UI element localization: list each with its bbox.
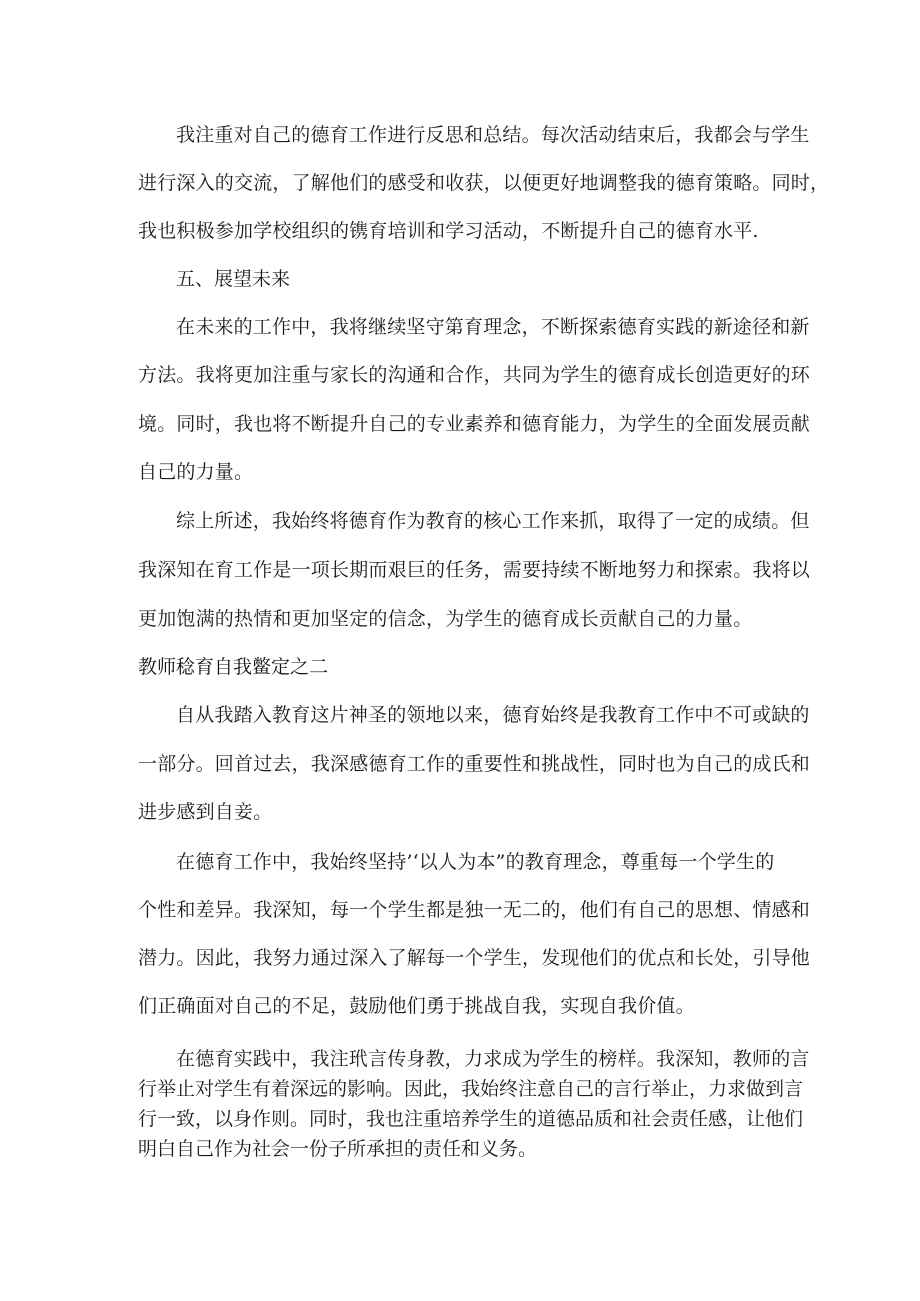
text-line: 进行深入的交流，了解他们的感受和收获，以便更好地调整我的德育策略。同时， xyxy=(138,172,830,194)
text-line: 个性和差异。我深知，每一个学生都是独一无二的，他们有自己的思想、情感和 xyxy=(138,899,811,921)
section-heading: 五、展望未来 xyxy=(176,268,291,290)
text-line: 在德育实践中，我注玳言传身教，力求成为学生的榜样。我深知，教师的言 xyxy=(176,1048,810,1070)
text-line: 明白自己作为社会一份子所承担的责任和义务。 xyxy=(138,1138,538,1160)
document-title: 教师稔育自我鳖定之二 xyxy=(138,656,329,678)
text-line: 我深知在育工作是一项长期而艰巨的任务，需要持续不断地努力和探索。我将以 xyxy=(138,559,811,581)
text-line: 行举止对学生有着深远的影响。因此，我始终注意自己的言行举止，力求做到言 xyxy=(138,1078,804,1100)
text-line: 一部分。回首过去，我深感德育工作的重要性和挑战性，同时也为自己的成氏和 xyxy=(138,753,811,775)
text-line: 在未来的工作中，我将继续坚守第育理念，不断探索德育实践的新途径和新 xyxy=(176,316,810,338)
text-line: 更加饱满的热情和更加坚定的信念，为学生的德育成长贡献自己的力量。 xyxy=(138,608,753,630)
text-line: 潜力。因此，我努力通过深入了解每一个学生，发现他们的优点和长处，引导他 xyxy=(138,947,811,969)
text-line: 进步感到自妾。 xyxy=(138,801,273,823)
text-line: 综上所述，我始终将德育作为教育的核心工作来抓，取得了一定的成绩。但 xyxy=(176,510,810,532)
text-line: 方法。我将更加注重与家长的沟通和合作，共同为学生的德育成长创造更好的环 xyxy=(138,364,811,386)
text-line: 行一致，以身作则。同时，我也注重培养学生的道德品质和社会责任感，让他们 xyxy=(138,1108,804,1130)
text-line: 自从我踏入教育这片神圣的领地以来，德育始终是我教育工作中不可或缺的 xyxy=(176,704,810,726)
text-line: 们正确面对自己的不足，鼓励他们勇于挑战自我，实现自我价值。 xyxy=(138,995,695,1017)
text-line: 自己的力量。 xyxy=(138,461,254,483)
text-line: 我注重对自己的德育工作进行反思和总结。每次活动结束后，我都会与学生 xyxy=(176,124,810,146)
text-line: 在德育工作中，我始终坚持’‘以人为本”的教育理念，尊重每一个学生的 xyxy=(176,851,775,873)
text-line: 我也积极参加学校组织的镌育培训和学习活动，不断提升自己的德育水平. xyxy=(138,220,759,242)
text-line: 境。同时，我也将不断提升自己的专业素养和德育能力，为学生的全面发展贡献 xyxy=(138,413,811,435)
